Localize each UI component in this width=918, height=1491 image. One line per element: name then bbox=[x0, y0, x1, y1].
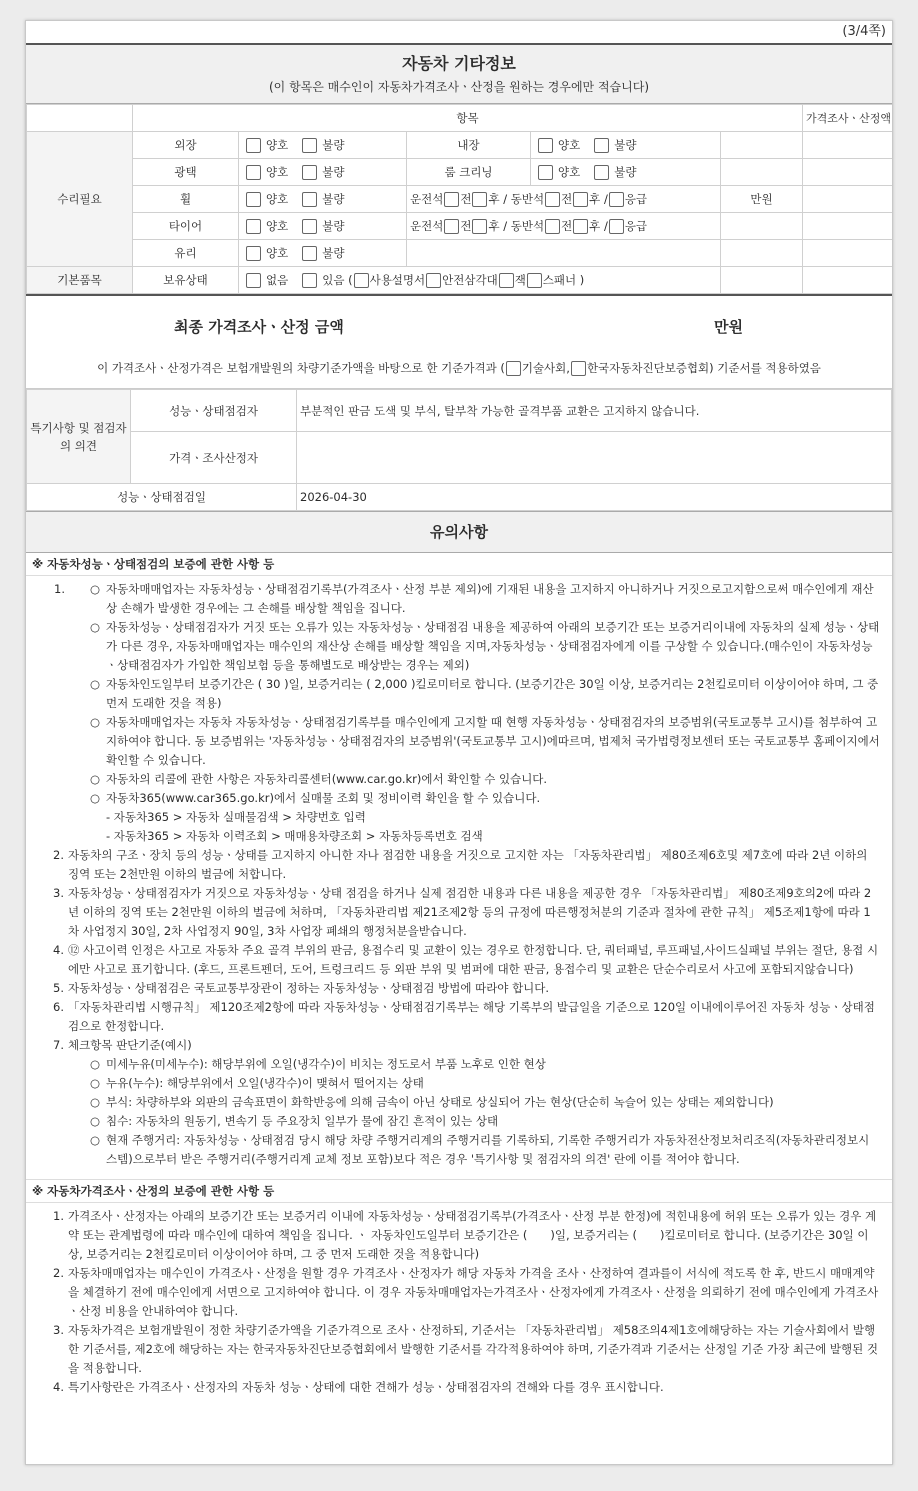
checkbox-wheel-good[interactable] bbox=[246, 192, 261, 207]
tire-seat-options: 운전석 전 후 / 동반석 전 후 / 응급 bbox=[407, 213, 721, 240]
list-item: 7. 체크항목 판단기준(예시) bbox=[53, 1038, 192, 1052]
checkbox-cleaning-bad[interactable] bbox=[594, 165, 609, 180]
checkbox-wheel-passenger-rear[interactable] bbox=[573, 192, 588, 207]
item-tire: 타이어 bbox=[133, 213, 239, 240]
checkbox-triangle[interactable] bbox=[426, 273, 441, 288]
item-exterior: 외장 bbox=[133, 132, 239, 159]
checkbox-tire-good[interactable] bbox=[246, 219, 261, 234]
list-item: 6. 「자동차관리법 시행규칙」 제120조제2항에 따라 자동차성능ㆍ상태점검기록부는 해당 기록부의 발급일을 기준으로 120일 이내에이루어진 자동차 성능ㆍ상태점검으로 한정합니다. bbox=[53, 1000, 875, 1033]
checkbox-gloss-good[interactable] bbox=[246, 165, 261, 180]
price-inspector-label: 가격ㆍ조사산정자 bbox=[131, 432, 297, 484]
header-price: 가격조사ㆍ산정액 bbox=[803, 105, 893, 132]
document-sheet bbox=[25, 20, 893, 1465]
final-price-unit: 만원 bbox=[714, 318, 743, 336]
list-item: ○ 자동차매매업자는 자동차 자동차성능ㆍ상태점검기록부를 매수인에게 고지할 때 현행 자동차성능ㆍ상태점검자의 보증범위(국토교통부 고시)를 첨부하여 고지하여야 합니다. 동 보증범위는 '자동차성능ㆍ상태점검자의 보증범위'(국토교통부 고시)에따르며, 법제처 국가법령정보센터 또는 국토교통부 홈페이지에서 확인할 수 있습니다. bbox=[90, 715, 880, 767]
tire-options: 양호 불량 bbox=[239, 213, 407, 240]
gloss-options: 양호 불량 bbox=[239, 159, 407, 186]
section2-title: ※ 자동차가격조사ㆍ산정의 보증에 관한 사항 등 bbox=[26, 1180, 892, 1203]
section1-title: ※ 자동차성능ㆍ상태점검의 보증에 관한 사항 등 bbox=[26, 553, 892, 576]
list-item: ○ 자동차인도일부터 보증기간은 ( 30 )일, 보증거리는 ( 2,000 )킬로미터로 합니다. (보증기간은 30일 이상, 보증거리는 2천킬로미터 이상이어야 하며, 그 중 먼저 도래한 것을 적용) bbox=[90, 677, 879, 710]
wheel-seat-options: 운전석 전 후 / 동반석 전 후 / 응급 bbox=[407, 186, 721, 213]
owned-status-label: 보유상태 bbox=[133, 267, 239, 294]
list-item: ○ 누유(누수): 해당부위에서 오일(냉각수)이 맺혀서 떨어지는 상태 bbox=[90, 1076, 424, 1090]
list-item: ○ 침수: 자동차의 원동기, 변속기 등 주요장치 일부가 물에 잠긴 흔적이 있는 상태 bbox=[90, 1114, 499, 1128]
checkbox-tire-driver-rear[interactable] bbox=[472, 219, 487, 234]
vehicle-info-table bbox=[26, 104, 893, 294]
checkbox-jack[interactable] bbox=[499, 273, 514, 288]
cleaning-options: 양호 불량 bbox=[531, 159, 721, 186]
price-inspector-opinion bbox=[297, 432, 892, 484]
list-item: ○ 자동차365(www.car365.go.kr)에서 실매물 조회 및 정비이력 확인을 할 수 있습니다. - 자동차365 > 자동차 실매물검색 > 차량번호 입력 - 자동차365 > 자동차 이력조회 > 매매용차량조회 > 자동차등록번호 검색 bbox=[90, 791, 541, 843]
checkbox-tire-bad[interactable] bbox=[302, 219, 317, 234]
list-item: 2. 자동차매매업자는 매수인이 가격조사ㆍ산정을 원할 경우 가격조사ㆍ산정자가 해당 자동차 가격을 조사ㆍ산정하여 결과를이 서식에 적도록 한 후, 반드시 매매계약을 체결하기 전에 매수인에게 서면으로 고지하여야 합니다. 이 경우 자동차매매업자는가격조사ㆍ산정자에게 가격조사ㆍ산정을 의뢰하기 전에 매수인에게 가격조사ㆍ산정 비용을 안내하여야 합니다. bbox=[53, 1266, 879, 1318]
list-item: 2. 자동차의 구조ㆍ장치 등의 성능ㆍ상태를 고지하지 아니한 자나 점검한 내용을 거짓으로 고지한 자는 「자동차관리법」 제80조제6호및 제7호에 따라 2년 이하의 징역 또는 2천만원 이하의 벌금에 처합니다. bbox=[53, 848, 868, 881]
list-item: 3. 자동차가격은 보험개발원이 정한 차량기준가액을 기준가격으로 조사ㆍ산정하되, 기준서는 「자동차관리법」 제58조의4제1호에해당하는 자는 기술사회에서 발행한 기준서를, 제2호에 해당하는 자는 한국자동차진단보증협회에서 발행한 기준서를 각각적용하여야 하며, 기준가격과 기준서는 산정일 기준 가장 최근에 발행된 것을 적용합니다. bbox=[53, 1323, 878, 1375]
final-price-label: 최종 가격조사ㆍ산정 금액 bbox=[174, 318, 344, 336]
section-header bbox=[26, 43, 892, 104]
opinion-table bbox=[26, 389, 892, 511]
checkbox-manual[interactable] bbox=[354, 273, 369, 288]
basic-items-label: 기본품목 bbox=[27, 267, 133, 294]
final-price-statement: 이 가격조사ㆍ산정가격은 보험개발원의 차량기준가액을 바탕으로 한 기준가격과 ( 기술사회, 한국자동차진단보증협회) 기준서를 적용하였음 bbox=[97, 361, 821, 375]
header-item: 항목 bbox=[133, 105, 803, 132]
checkbox-tire-driver-front[interactable] bbox=[444, 219, 459, 234]
exterior-options: 양호 불량 bbox=[239, 132, 407, 159]
inspection-date-label: 성능ㆍ상태점검일 bbox=[27, 484, 297, 511]
list-item: 5. 자동차성능ㆍ상태점검은 국토교통부장관이 정하는 자동차성능ㆍ상태점검 방법에 따라야 합니다. bbox=[53, 981, 550, 995]
list-item: 1. ○ 자동차매매업자는 자동차성능ㆍ상태점검기록부(가격조사ㆍ산정 부분 제외)에 기재된 내용을 고지하지 아니하거나 거짓으로고지함으로써 매수인에게 재산상 손해가 발생한 경우에는 그 손해를 배상할 책임을 집니다. bbox=[54, 582, 874, 615]
inspection-date-value: 2026-04-30 bbox=[297, 484, 892, 511]
checkbox-wheel-emergency[interactable] bbox=[609, 192, 624, 207]
repair-price-unit: 만원 bbox=[721, 186, 803, 213]
page-subtitle: (이 항목은 매수인이 자동차가격조사ㆍ산정을 원하는 경우에만 적습니다) bbox=[268, 80, 649, 94]
list-item: ○ 현재 주행거리: 자동차성능ㆍ상태점검 당시 해당 차량 주행거리계의 주행거리를 기록하되, 기록한 주행거리가 자동차전산정보처리조직(자동차관리정보시스템)으로부터 받은 주행거리(주행거리계 교체 정보 포함)보다 적은 경우 '특기사항 및 점검자의 의견' 란에 이를 적어야 합니다. bbox=[90, 1133, 870, 1166]
checkbox-exterior-good[interactable] bbox=[246, 138, 261, 153]
section1-body bbox=[26, 576, 892, 1169]
list-item: 4. ⑫ 사고이력 인정은 사고로 자동차 주요 골격 부위의 판금, 용접수리 및 교환이 있는 경우로 한정합니다. 단, 쿼터패널, 루프패널,사이드실패널 부위는 절단, 용접 시에만 사고로 표기합니다. (후드, 프론트펜더, 도어, 트렁크리드 등 외판 부위 및 범퍼에 대한 판금, 용접수리 및 교환은 단순수리로서 사고에 포함되지않습니다) bbox=[53, 943, 879, 976]
perf-inspector-opinion: 부분적인 판금 도색 및 부식, 탈부착 가능한 골격부품 교환은 고지하지 않습니다. bbox=[297, 390, 892, 432]
item-room-cleaning: 룸 크리닝 bbox=[407, 159, 531, 186]
checkbox-diagnosis-association[interactable] bbox=[571, 361, 586, 376]
page-title: 자동차 기타정보 bbox=[402, 54, 516, 73]
checkbox-wheel-driver-rear[interactable] bbox=[472, 192, 487, 207]
checkbox-engineers-society[interactable] bbox=[506, 361, 521, 376]
basic-items-options: 없음 있음 ( 사용설명서 안전삼각대 잭 스패너 ) bbox=[239, 267, 721, 294]
checkbox-exterior-bad[interactable] bbox=[302, 138, 317, 153]
checkbox-none[interactable] bbox=[246, 273, 261, 288]
section2-body bbox=[26, 1203, 892, 1397]
checkbox-exists[interactable] bbox=[302, 273, 317, 288]
checkbox-interior-good[interactable] bbox=[538, 138, 553, 153]
item-glass: 유리 bbox=[133, 240, 239, 267]
glass-options: 양호 불량 bbox=[239, 240, 407, 267]
opinion-label: 특기사항 및 점검자의 의견 bbox=[27, 390, 131, 484]
list-item: ○ 부식: 차량하부와 외판의 금속표면이 화학반응에 의해 금속이 아닌 상태로 상실되어 가는 현상(단순히 녹슬어 있는 상태는 제외합니다) bbox=[90, 1095, 774, 1109]
checkbox-wheel-passenger-front[interactable] bbox=[545, 192, 560, 207]
checkbox-spanner[interactable] bbox=[527, 273, 542, 288]
list-item: ○ 자동차의 리콜에 관한 사항은 자동차리콜센터(www.car.go.kr)에서 확인할 수 있습니다. bbox=[90, 772, 548, 786]
final-price-section bbox=[26, 294, 892, 389]
list-item: 1. 가격조사ㆍ산정자는 아래의 보증기간 또는 보증거리 이내에 자동차성능ㆍ상태점검기록부(가격조사ㆍ산정 부분 한정)에 적힌내용에 허위 또는 오류가 있는 경우 계약 또는 관계법령에 따라 매수인에 대하여 책임을 집니다. ㆍ 자동차인도일부터 보증기간은 ( )일, 보증거리는 ( )킬로미터로 합니다. (보증기간은 30일 이상, 보증거리는 2천킬로미터 이상이어야 하며, 그 중 먼저 도래한 것을 적용합니다) bbox=[53, 1209, 877, 1261]
list-item: ○ 미세누유(미세누수): 해당부위에 오일(냉각수)이 비치는 정도로서 부품 노후로 인한 현상 bbox=[90, 1057, 546, 1071]
perf-inspector-label: 성능ㆍ상태점검자 bbox=[131, 390, 297, 432]
wheel-options: 양호 불량 bbox=[239, 186, 407, 213]
repair-label: 수리필요 bbox=[27, 132, 133, 267]
checkbox-tire-passenger-front[interactable] bbox=[545, 219, 560, 234]
list-item: 4. 특기사항란은 가격조사ㆍ산정자의 자동차 성능ㆍ상태에 대한 견해가 성능ㆍ상태점검자의 견해와 다를 경우 표시합니다. bbox=[53, 1380, 664, 1394]
interior-options: 양호 불량 bbox=[531, 132, 721, 159]
list-item: 3. 자동차성능ㆍ상태점검자가 거짓으로 자동차성능ㆍ상태 점검을 하거나 실제 점검한 내용과 다른 내용을 제공한 경우 「자동차관리법」 제80조제9호의2에 따라 2년 이하의 징역 또는 2천만원 이하의 벌금에 처하며, 「자동차관리법 제21조제2항 등의 규정에 따른행정처분의 기준과 절차에 관한 규칙」 제5조제1항에 따라 1차 사업정지 30일, 2차 사업정지 90일, 3차 사업장 폐쇄의 행정처분을받습니다. bbox=[53, 886, 872, 938]
page-number: (3/4쪽) bbox=[842, 24, 886, 39]
checkbox-tire-emergency[interactable] bbox=[609, 219, 624, 234]
checkbox-tire-passenger-rear[interactable] bbox=[573, 219, 588, 234]
item-wheel: 휠 bbox=[133, 186, 239, 213]
checkbox-wheel-bad[interactable] bbox=[302, 192, 317, 207]
checkbox-gloss-bad[interactable] bbox=[302, 165, 317, 180]
notes-title: 유의사항 bbox=[26, 511, 892, 553]
checkbox-wheel-driver-front[interactable] bbox=[444, 192, 459, 207]
list-item: ○ 자동차성능ㆍ상태점검자가 거짓 또는 오류가 있는 자동차성능ㆍ상태점검 내용을 제공하여 아래의 보증기간 또는 보증거리이내에 자동차의 실제 성능ㆍ상태가 다른 경우, 자동차매매업자는 매수인의 재산상 손해를 배상할 책임을 지며,자동차성능ㆍ상태점검자에게 이를 구상할 수 있습니다.(매수인이 자동차성능ㆍ상태점검자가 가입한 책임보험 등을 통해별도로 배상받는 경우는 제외) bbox=[90, 620, 880, 672]
checkbox-glass-bad[interactable] bbox=[302, 246, 317, 261]
checkbox-glass-good[interactable] bbox=[246, 246, 261, 261]
item-gloss: 광택 bbox=[133, 159, 239, 186]
checkbox-cleaning-good[interactable] bbox=[538, 165, 553, 180]
item-interior: 내장 bbox=[407, 132, 531, 159]
checkbox-interior-bad[interactable] bbox=[594, 138, 609, 153]
